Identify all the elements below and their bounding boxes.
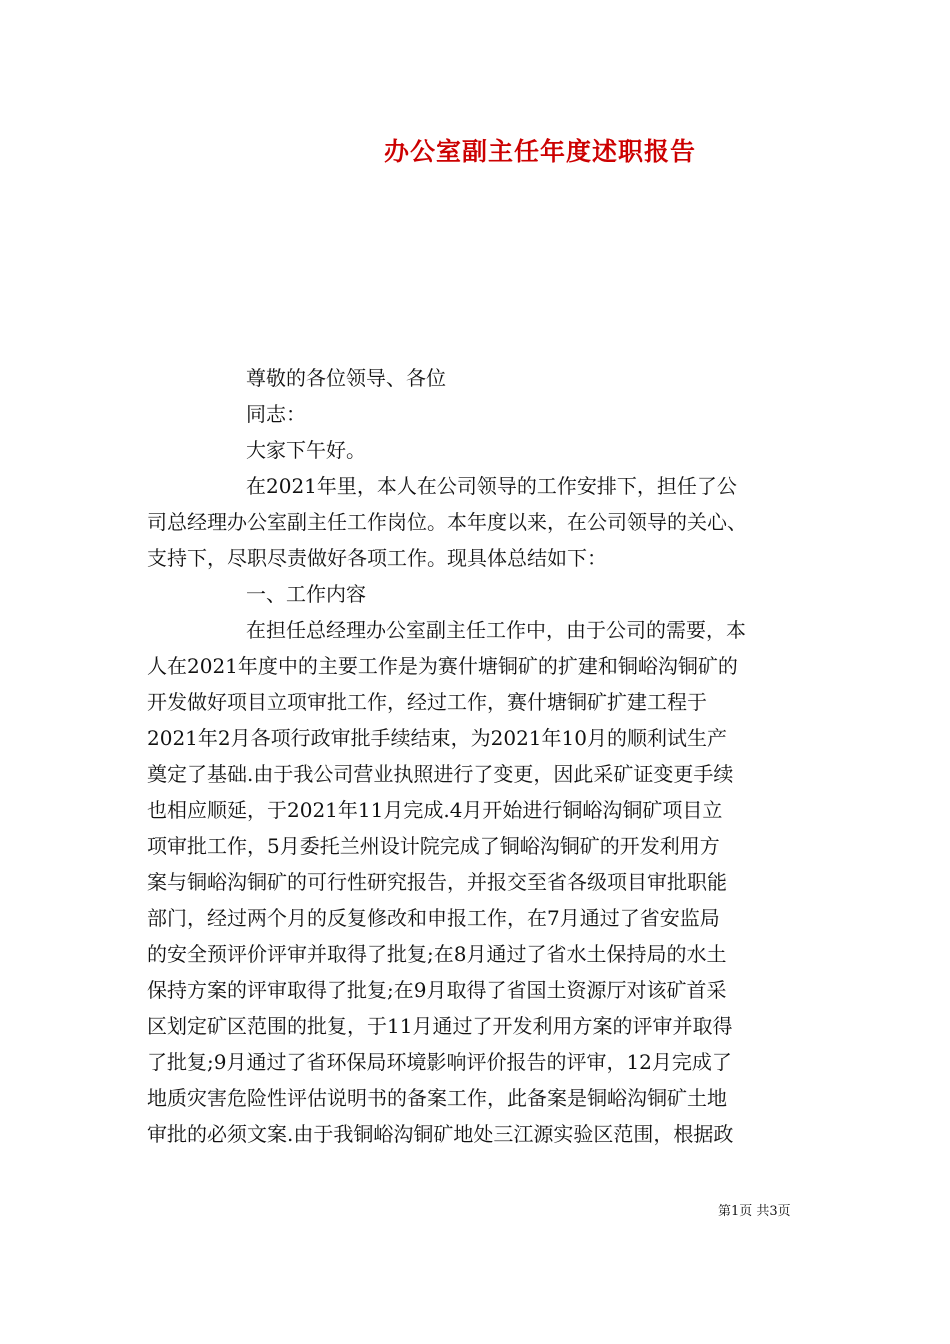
- paragraph-2-line-5: 奠定了基础.由于我公司营业执照进行了变更，因此采矿证变更手续: [147, 762, 734, 786]
- paragraph-2-line-7: 项审批工作，5月委托兰州设计院完成了铜峪沟铜矿的开发利用方: [147, 834, 720, 858]
- paragraph-2-line-9: 部门，经过两个月的反复修改和申报工作，在7月通过了省安监局: [147, 906, 720, 930]
- paragraph-2-line-4: 2021年2月各项行政审批手续结束，为2021年10月的顺利试生产: [147, 726, 727, 750]
- salutation-line-2: 同志：: [246, 402, 306, 426]
- section-heading: 一、工作内容: [246, 582, 366, 606]
- paragraph-2-line-14: 地质灾害危险性评估说明书的备案工作，此备案是铜峪沟铜矿土地: [147, 1086, 727, 1110]
- paragraph-2-line-10: 的安全预评价评审并取得了批复;在8月通过了省水土保持局的水土: [147, 942, 727, 966]
- paragraph-2-line-11: 保持方案的评审取得了批复;在9月取得了省国土资源厅对该矿首采: [147, 978, 727, 1002]
- paragraph-2-line-15: 审批的必须文案.由于我铜峪沟铜矿地处三江源实验区范围，根据政: [147, 1122, 734, 1146]
- paragraph-2-line-12: 区划定矿区范围的批复，于11月通过了开发利用方案的评审并取得: [147, 1014, 733, 1038]
- paragraph-1-line-2: 司总经理办公室副主任工作岗位。本年度以来，在公司领导的关心、: [147, 510, 747, 534]
- paragraph-2-line-8: 案与铜峪沟铜矿的可行性研究报告，并报交至省各级项目审批职能: [147, 870, 727, 894]
- document-title: 办公室副主任年度述职报告: [383, 137, 696, 166]
- paragraph-2-line-13: 了批复;9月通过了省环保局环境影响评价报告的评审，12月完成了: [147, 1050, 732, 1074]
- paragraph-2-line-1: 在担任总经理办公室副主任工作中，由于公司的需要，本: [246, 618, 746, 642]
- paragraph-2-line-3: 开发做好项目立项审批工作，经过工作，赛什塘铜矿扩建工程于: [147, 690, 707, 714]
- page-number-footer: 第1页 共3页: [718, 1204, 791, 1219]
- greeting-line: 大家下午好。: [246, 438, 366, 462]
- salutation-line-1: 尊敬的各位领导、各位: [246, 366, 446, 390]
- paragraph-2-line-2: 人在2021年度中的主要工作是为赛什塘铜矿的扩建和铜峪沟铜矿的: [147, 654, 738, 678]
- paragraph-1-line-1: 在2021年里，本人在公司领导的工作安排下，担任了公: [246, 474, 737, 498]
- paragraph-1-line-3: 支持下，尽职尽责做好各项工作。现具体总结如下：: [147, 546, 607, 570]
- paragraph-2-line-6: 也相应顺延，于2021年11月完成.4月开始进行铜峪沟铜矿项目立: [147, 798, 723, 822]
